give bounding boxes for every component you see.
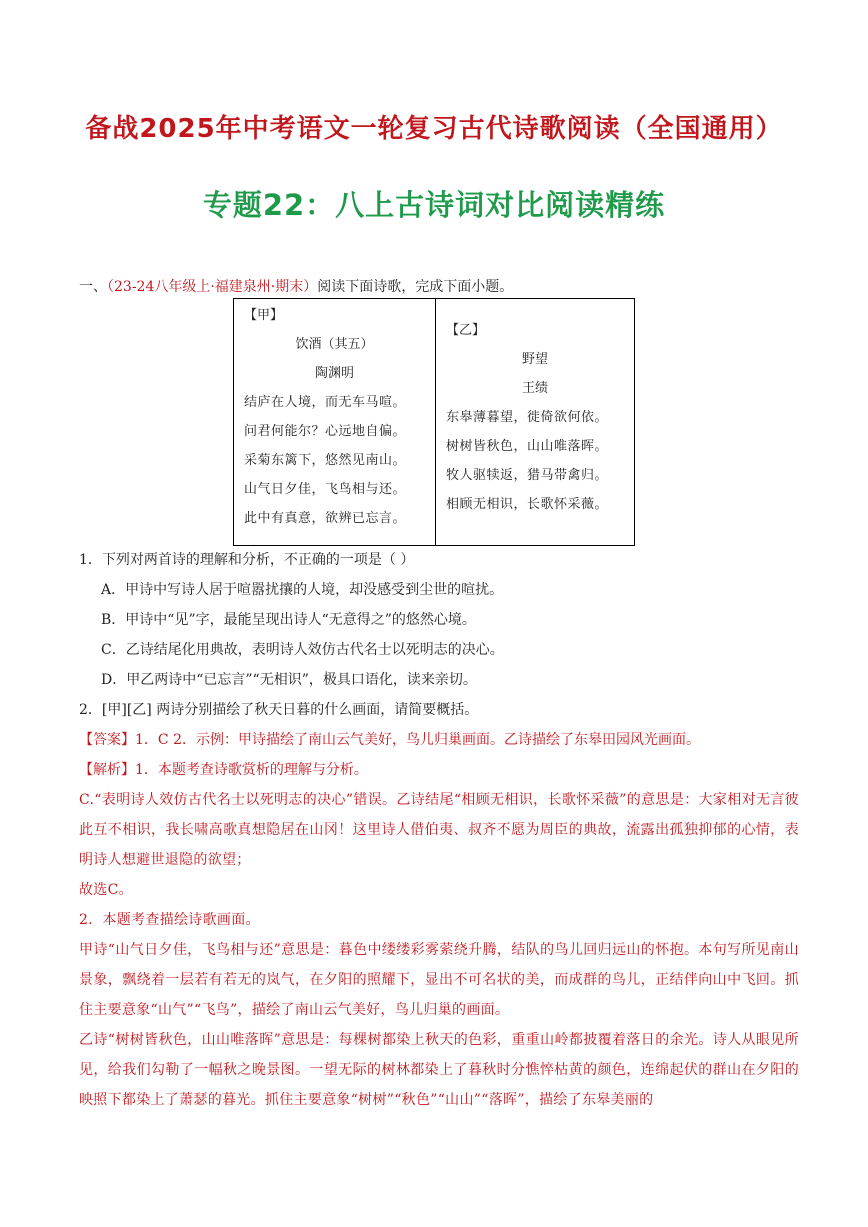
question-instruction: 阅读下面诗歌，完成下面小题。 — [317, 279, 514, 295]
poem-line: 结庐在人境，而无车马喧。 — [244, 395, 407, 410]
answer-text: 1．C 2．示例：甲诗描绘了南山云气美好，鸟儿归巢画面。乙诗描绘了东皋田园风光画面。 — [135, 732, 700, 748]
option-d: D．甲乙两诗中“已忘言”“无相识”，极具口语化，读来亲切。 — [101, 672, 477, 688]
option-a: A．甲诗中写诗人居于喧嚣扰攘的人境，却没感受到尘世的喧扰。 — [101, 582, 504, 598]
poem-jia-tag: 【甲】 — [244, 308, 284, 323]
answer-label: 【答案】 — [79, 732, 135, 748]
question-source: （23-24八年级上·福建泉州·期末） — [107, 279, 318, 295]
analysis-intro: 1．本题考查诗歌赏析的理解与分析。 — [135, 762, 368, 778]
poem-yi — [436, 299, 634, 545]
analysis-paragraph: 乙诗“树树皆秋色，山山唯落晖”意思是：每棵树都染上秋天的色彩，重重山岭都披覆着落日的余光。诗人从眼见所见，给我们勾勒了一幅秋之晚景图。一望无际的树林都染上了暮秋时分憔悴枯黄的颜色，连绵起伏的群山在夕阳的映照下都染上了萧瑟的暮光。抓住主要意象“树树”“秋色”“山山”“落晖”，描绘了东皋美丽的 — [79, 1032, 799, 1108]
option-c: C．乙诗结尾化用典故，表明诗人效仿古代名士以死明志的决心。 — [101, 642, 504, 658]
question-intro — [79, 276, 513, 296]
analysis-paragraph: 甲诗“山气日夕佳，飞鸟相与还”意思是：暮色中缕缕彩雾萦绕升腾，结队的鸟儿回归远山的怀抱。本句写所见南山景象，飘绕着一层若有若无的岚气，在夕阳的照耀下，显出不可名状的美，而成群的鸟儿，正结伴向山中飞回。抓住主要意象“山气”“飞鸟”，描绘了南山云气美好，鸟儿归巢的画面。 — [79, 942, 799, 1018]
poem-yi-title: 野望 — [521, 352, 548, 367]
answer-analysis — [79, 725, 799, 1115]
question-2: 2．[甲][乙] 两诗分别描绘了秋天日暮的什么画面，请简要概括。 — [79, 702, 479, 718]
answer-line — [79, 725, 799, 755]
poem-jia-author: 陶渊明 — [314, 366, 354, 381]
analysis-paragraph: 故选C。 — [79, 882, 133, 898]
document-title: 备战2025年中考语文一轮复习古代诗歌阅读（全国通用） — [85, 114, 783, 144]
poem-jia-title: 饮酒（其五） — [295, 337, 374, 352]
poem-line: 此中有真意，欲辨已忘言。 — [244, 511, 407, 526]
analysis-label: 【解析】 — [79, 762, 135, 778]
poem-line: 东皋薄暮望，徙倚欲何依。 — [445, 410, 608, 425]
analysis-paragraph: C.“表明诗人效仿古代名士以死明志的决心”错误。乙诗结尾“相顾无相识，长歌怀采薇”的意思是：大家相对无言彼此互不相识，我长啸高歌真想隐居在山冈！这里诗人借伯夷、叔齐不愿为周臣的典故，流露出孤独抑郁的心情，表明诗人想避世退隐的欲望； — [79, 792, 799, 868]
poem-line: 树树皆秋色，山山唯落晖。 — [445, 439, 608, 454]
analysis-paragraph: 2．本题考查描绘诗歌画面。 — [79, 912, 260, 928]
document-subtitle: 专题22：八上古诗词对比阅读精练 — [202, 188, 666, 222]
poem-yi-author: 王绩 — [521, 381, 548, 396]
questions — [79, 545, 799, 725]
poem-line: 采菊东篱下，悠然见南山。 — [244, 453, 407, 468]
question-number: 一、 — [79, 279, 107, 295]
poem-jia — [234, 299, 436, 545]
poem-line: 牧人驱犊返，猎马带禽归。 — [445, 468, 608, 483]
question-1: 1．下列对两首诗的理解和分析，不正确的一项是（ ） — [79, 552, 415, 568]
poem-line: 山气日夕佳，飞鸟相与还。 — [244, 482, 407, 497]
poem-line: 问君何能尔？心远地自偏。 — [244, 424, 407, 439]
poem-table — [233, 298, 635, 546]
analysis-line — [79, 755, 799, 785]
poem-yi-tag: 【乙】 — [445, 323, 485, 338]
option-b: B．甲诗中“见”字，最能呈现出诗人“无意得之”的悠然心境。 — [101, 612, 476, 628]
poem-line: 相顾无相识，长歌怀采薇。 — [445, 497, 608, 512]
